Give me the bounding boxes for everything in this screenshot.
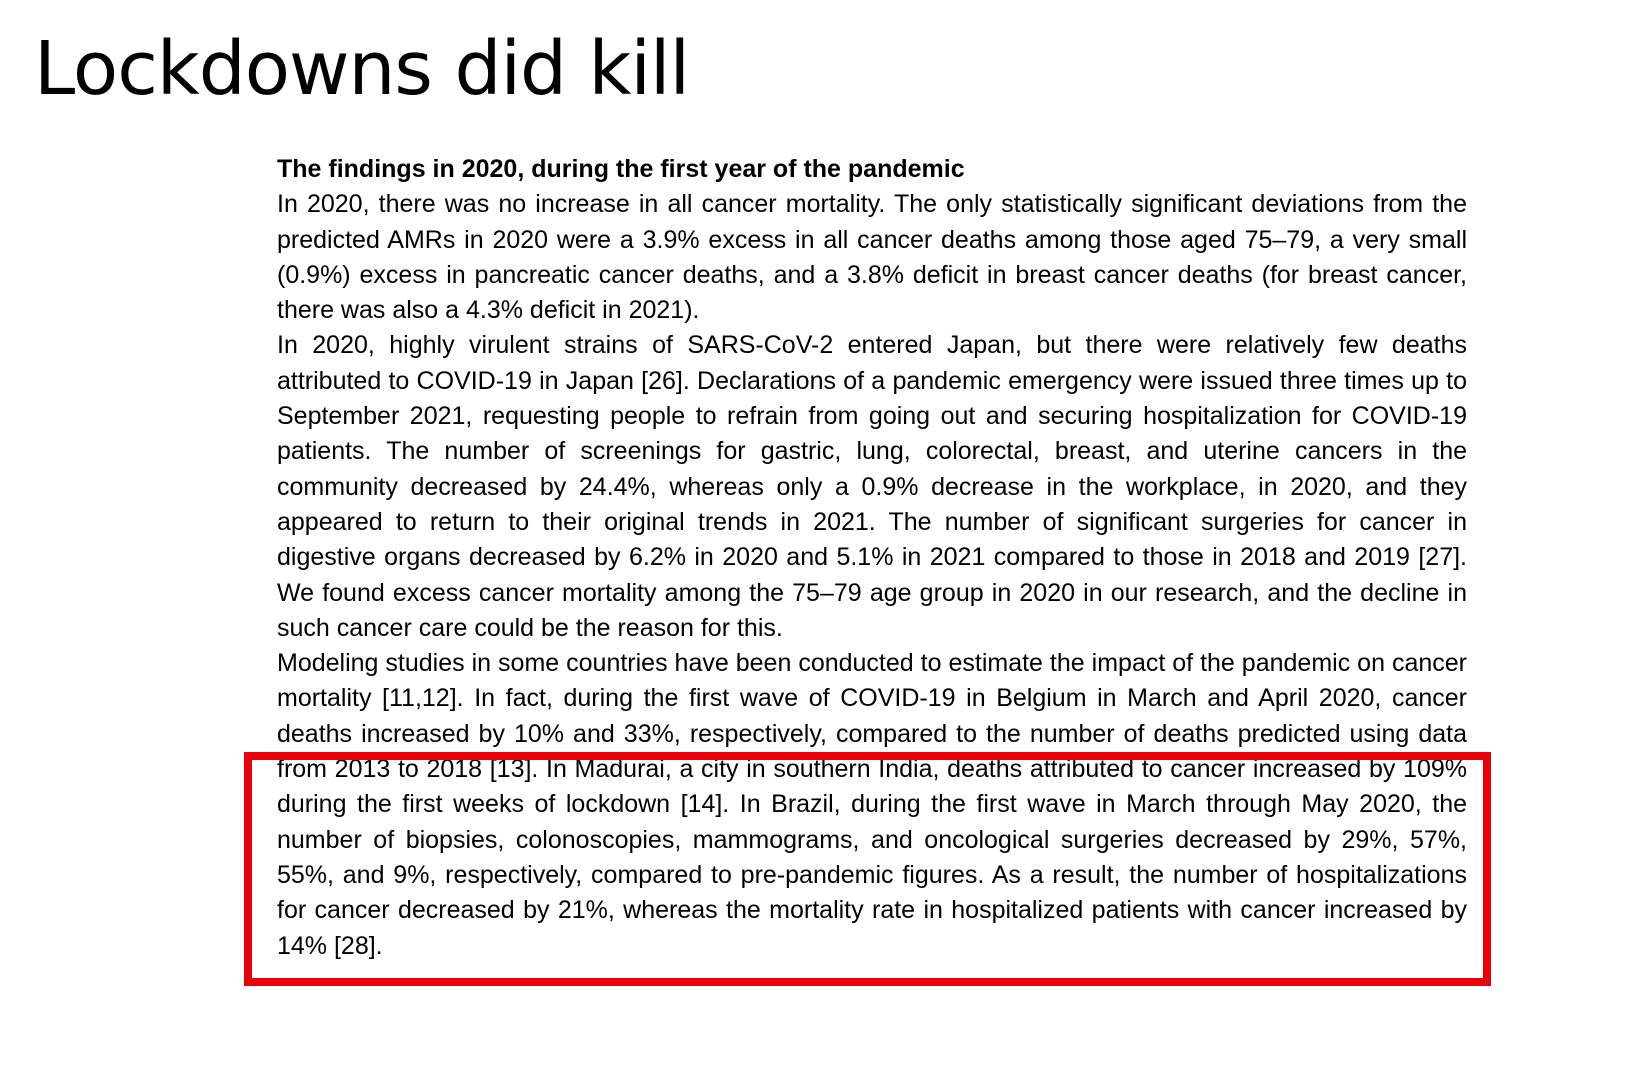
paragraph-modeling-studies: Modeling studies in some countries have been conducted to estimate the impact of the pandemic on cancer mortality [11,12]. In fact, during the first wave of COVID-19 in Belgium in March and April 2020, cancer deaths increased by 10% and 33%, respectively, compared to the number of deaths predicted using data from 2013 to 2018 [13]. In Madurai, a city in southern India, deaths attributed to cancer increased by 109% during the first weeks of lockdown [14]. In Brazil, during the first wave in March through May 2020, the number of biopsies, colonoscopies, mammograms, and oncological surgeries decreased by 29%, 57%, 55%, and 9%, respectively, compared to pre-pandemic figures. As a result, the number of hospitalizations for cancer decreased by 21%, whereas the mortality rate in hospitalized patients with cancer increased by 14% [28]. — [277, 649, 1467, 960]
paragraph-japan-context: In 2020, highly virulent strains of SARS-CoV-2 entered Japan, but there were relatively few deaths attributed to COVID-19 in Japan [26]. Declarations of a pandemic emergency were issued three times up to September 2021, requesting people to refrain from going out and securing hospitalization for COVID-19 patients. The number of screenings for gastric, lung, colorectal, breast, and uterine cancers in the community decreased by 24.4%, whereas only a 0.9% decrease in the workplace, in 2020, and they appeared to return to their original trends in 2021. The number of significant surgeries for cancer in digestive organs decreased by 6.2% in 2020 and 5.1% in 2021 compared to those in 2018 and 2019 [27]. We found excess cancer mortality among the 75–79 age group in 2020 in our research, and the decline in such cancer care could be the reason for this. — [277, 331, 1467, 642]
paragraph-findings-summary: In 2020, there was no increase in all cancer mortality. The only statistically significant deviations from the predicted AMRs in 2020 were a 3.9% excess in all cancer deaths among those aged 75–79, a very small (0.9%) excess in pancreatic cancer deaths, and a 3.8% deficit in breast cancer deaths (for breast cancer, there was also a 4.3% deficit in 2021). — [277, 190, 1467, 325]
highlight-annotation-box — [244, 752, 1491, 986]
section-heading: The findings in 2020, during the first year of the pandemic — [277, 155, 965, 183]
slide-title: Lockdowns did kill — [34, 26, 690, 112]
